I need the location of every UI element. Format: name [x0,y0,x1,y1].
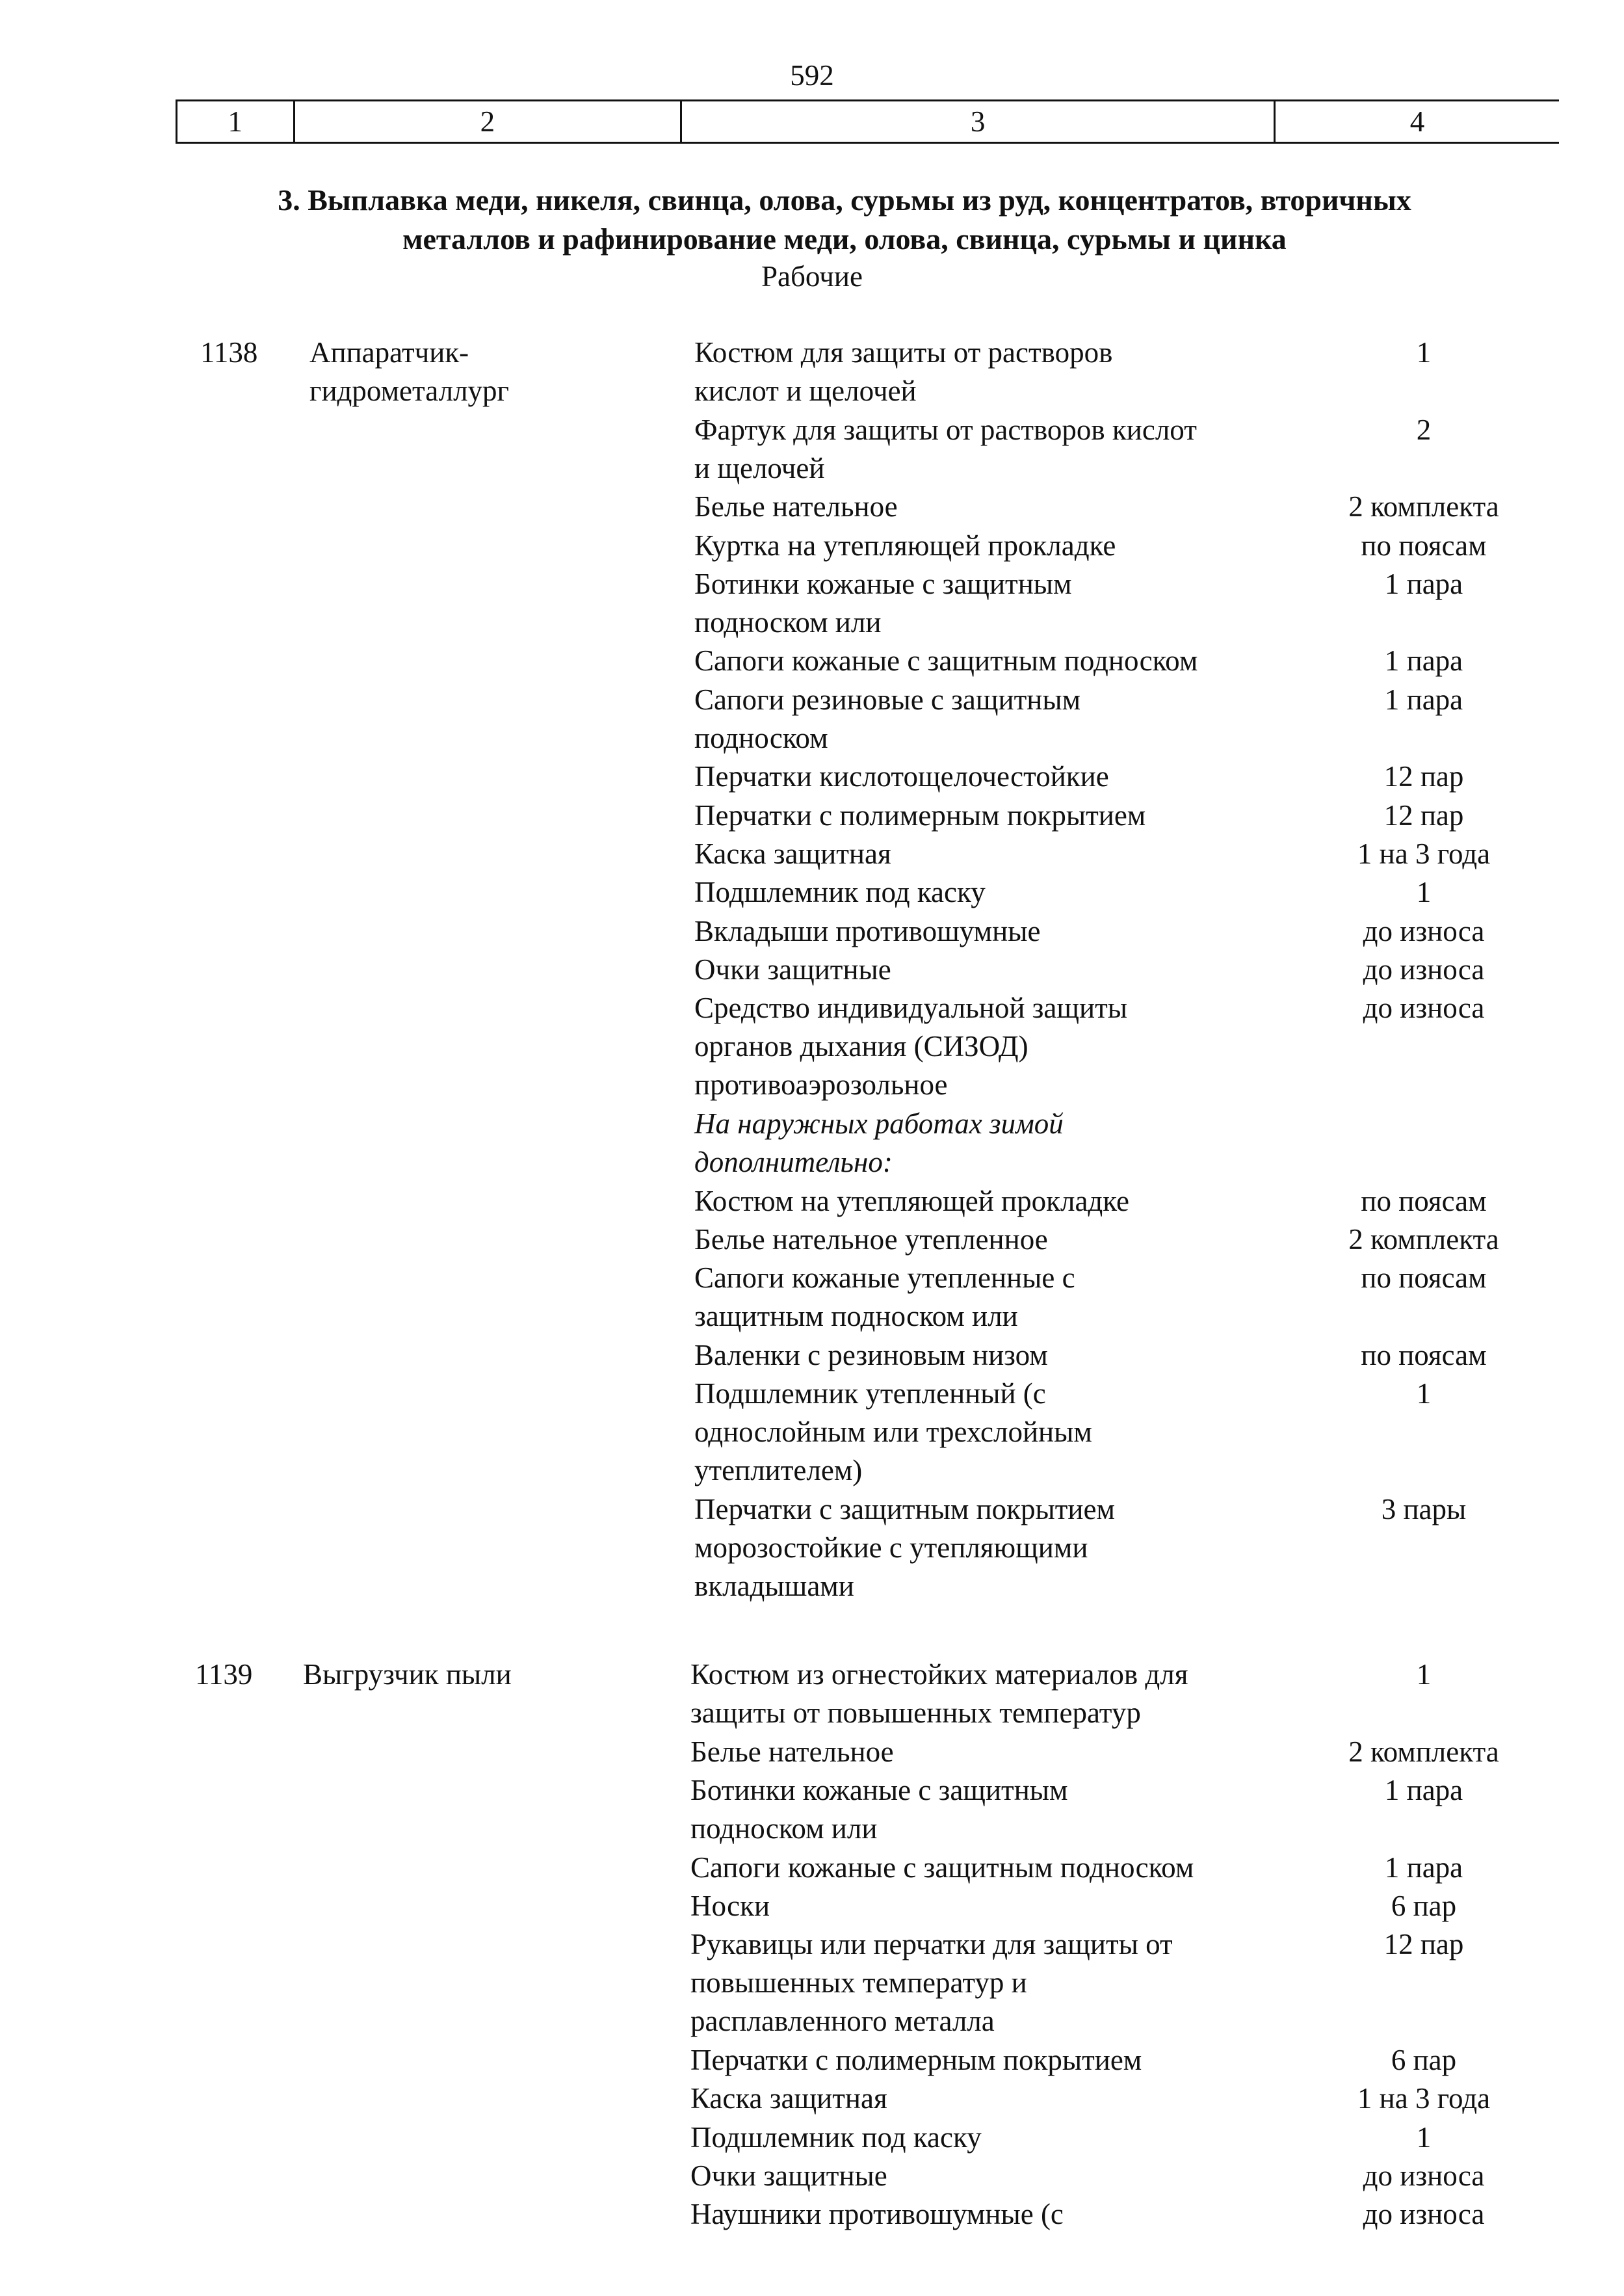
item-row [0,835,1624,873]
item-name-line: Сапоги кожаные утепленные с [694,1261,1075,1295]
item-row [0,1733,1624,1771]
item-name [694,565,1279,642]
column-header-1: 1 [176,101,293,142]
item-quantity: 1 [1416,2120,1432,2154]
item-row [0,565,1624,642]
item-name-line: Сапоги резиновые с защитным [694,683,1081,716]
item-name [694,1221,1279,1259]
item-name-line: Белье нательное утепленное [694,1222,1048,1256]
item-quantity: 12 пар [1383,1928,1464,1961]
item-name [694,1336,1279,1375]
item-row [0,1105,1624,1182]
item-row [0,2079,1624,2118]
item-quantity: 1 пара [1384,1773,1463,1806]
item-name-line: Фартук для защиты от растворов кислот [694,413,1197,446]
item-name [694,642,1279,680]
item-quantity: по поясам [1361,1338,1487,1371]
profession-line: гидрометаллург [309,375,509,407]
item-quantity: до износа [1363,914,1485,947]
item-name-line: подноском или [694,605,882,639]
item-row [0,1849,1624,1887]
item-name [694,1182,1279,1221]
item-name-line: Перчатки кислотощелочестойкие [694,760,1109,793]
column-header-2: 2 [293,101,681,142]
entry-number: 1138 [200,336,258,369]
item-name-line: расплавленного металла [690,2005,995,2038]
section-title-line-2: металлов и рафинирование меди, олова, свинца, сурьмы и цинка [402,222,1287,256]
item-name-line: Сапоги кожаные с защитным подноском [690,1851,1194,1884]
item-row [0,2195,1624,2234]
item-row [0,1221,1624,1259]
item-name-line: вкладышами [694,1570,854,1602]
section-title [195,181,1494,259]
item-row [0,1375,1624,1490]
item-name-line: подноском [694,721,828,754]
item-quantity: 2 [1416,413,1432,446]
item-name [694,873,1279,912]
item-quantity: 12 пар [1383,798,1464,832]
item-name-line: Ботинки кожаные с защитным [690,1773,1068,1806]
item-name [694,1490,1279,1605]
item-name [694,835,1279,873]
item-quantity: 1 пара [1384,1851,1463,1884]
item-row [0,488,1624,526]
page-number: 592 [790,59,834,92]
item-row [0,334,1624,411]
item-name-line: защиты от повышенных температур [690,1696,1141,1729]
item-name-line: Средство индивидуальной защиты [694,992,1128,1025]
item-name-line: защитным подноском или [694,1300,1018,1333]
item-name-line: однослойным или трехслойным [694,1416,1092,1449]
item-quantity: 1 [1416,336,1432,369]
item-quantity: 6 пар [1391,2044,1457,2076]
entry-number: 1139 [195,1658,253,1691]
item-name [694,411,1279,488]
item-name-line: Перчатки с полимерным покрытием [690,2044,1142,2076]
item-quantity: 1 на 3 года [1357,837,1491,870]
item-name [694,797,1279,835]
item-quantity: до износа [1363,2198,1485,2231]
item-quantity: 1 пара [1384,644,1463,678]
item-quantity: 1 [1416,1377,1432,1410]
item-name-line: кислот и щелочей [694,375,917,407]
item-name-line: Носки [690,1889,770,1922]
item-row [0,1656,1624,1733]
item-quantity: 2 комплекта [1348,490,1499,523]
item-name-line: Рукавицы или перчатки для защиты от [690,1928,1173,1961]
item-quantity: 12 пар [1383,760,1464,793]
item-row [0,1490,1624,1606]
item-name [694,989,1279,1104]
item-name [690,1887,1276,1925]
item-name-line: повышенных температур и [690,1966,1027,1999]
item-name [694,912,1279,951]
item-row [0,527,1624,565]
item-name [690,1733,1276,1771]
item-name-line: дополнительно: [694,1146,893,1178]
item-row [0,2118,1624,2157]
item-name [694,758,1279,796]
item-name-line: Наушники противошумные (с [690,2198,1064,2231]
item-name-line: Очки защитные [690,2159,887,2192]
item-quantity: по поясам [1361,1261,1487,1295]
item-quantity: 1 пара [1384,567,1463,600]
item-quantity: до износа [1363,2159,1485,2192]
item-row [0,1771,1624,1849]
item-name [694,1105,1279,1181]
item-quantity: 2 комплекта [1348,1222,1499,1256]
item-row [0,873,1624,912]
item-row [0,912,1624,951]
item-quantity: 2 комплекта [1348,1735,1499,1768]
item-name [694,681,1279,758]
item-name [690,2079,1276,2118]
item-row [0,642,1624,680]
item-name-line: противоаэрозольное [694,1068,948,1102]
item-row [0,411,1624,488]
column-header-row [176,99,1559,144]
item-name-line: Каска защитная [690,2082,887,2115]
profession-line: Аппаратчик- [309,336,469,369]
item-quantity: по поясам [1361,1184,1487,1217]
item-name-line: Костюм из огнестойких материалов для [690,1658,1188,1691]
item-row [0,758,1624,796]
item-name-line: Ботинки кожаные с защитным [694,567,1072,600]
item-name-line: Вкладыши противошумные [694,914,1041,947]
item-name-line: Подшлемник под каску [690,2120,982,2154]
item-name-line: Перчатки с полимерным покрытием [694,798,1146,832]
item-row [0,951,1624,989]
item-name [690,1656,1276,1732]
item-name-line: подноском или [690,1812,878,1845]
item-name-line: На наружных работах зимой [694,1107,1064,1140]
item-name-line: Перчатки с защитным покрытием [694,1493,1115,1525]
section-title-line-1: 3. Выплавка меди, никеля, свинца, олова, сурьмы из руд, концентратов, вторичных [278,183,1411,217]
item-name-line: Подшлемник под каску [694,876,986,909]
item-quantity: до износа [1363,953,1485,986]
item-name [694,488,1279,526]
item-name-line: Костюм для защиты от растворов [694,336,1113,369]
item-quantity: 3 пары [1381,1493,1467,1525]
item-name-line: утеплителем) [694,1454,863,1487]
item-name [694,951,1279,989]
item-name [690,2195,1276,2234]
item-name [690,1849,1276,1887]
item-quantity: по поясам [1361,529,1487,562]
profession-line: Выгрузчик пыли [303,1658,512,1691]
item-row [0,2157,1624,2195]
item-name-line: Подшлемник утепленный (с [694,1377,1046,1410]
item-row [0,989,1624,1105]
section-subtitle: Рабочие [761,260,863,293]
item-name-line: Валенки с резиновым низом [694,1338,1048,1371]
item-name [694,334,1279,410]
item-name [690,2041,1276,2079]
item-quantity: 1 [1416,1658,1432,1691]
item-quantity: 6 пар [1391,1889,1457,1922]
item-name-line: органов дыхания (СИЗОД) [694,1030,1028,1063]
item-name-line: Очки защитные [694,953,891,986]
item-name [694,1259,1279,1336]
item-row [0,2041,1624,2079]
item-name-line: морозостойкие с утепляющими [694,1531,1088,1564]
item-name-line: и щелочей [694,451,825,484]
item-name-line: Сапоги кожаные с защитным подноском [694,644,1198,678]
item-row [0,1887,1624,1925]
column-header-4: 4 [1274,101,1559,142]
item-row [0,1336,1624,1375]
item-row [0,1259,1624,1336]
item-name [690,1771,1276,1848]
item-name [690,2157,1276,2195]
item-quantity: до износа [1363,992,1485,1025]
item-quantity: 1 [1416,876,1432,909]
item-row [0,1925,1624,2041]
item-name-line: Белье нательное [690,1735,894,1768]
item-name-line: Куртка на утепляющей прокладке [694,529,1116,562]
item-name-line: Каска защитная [694,837,891,870]
item-row [0,1182,1624,1221]
item-name-line: Белье нательное [694,490,898,523]
item-name-line: Костюм на утепляющей прокладке [694,1184,1130,1217]
item-name [694,1375,1279,1490]
item-row [0,797,1624,835]
item-quantity: 1 пара [1384,683,1463,716]
item-row [0,681,1624,758]
column-header-3: 3 [680,101,1274,142]
item-name [694,527,1279,565]
item-name [690,1925,1276,2040]
item-name [690,2118,1276,2157]
item-quantity: 1 на 3 года [1357,2082,1491,2115]
